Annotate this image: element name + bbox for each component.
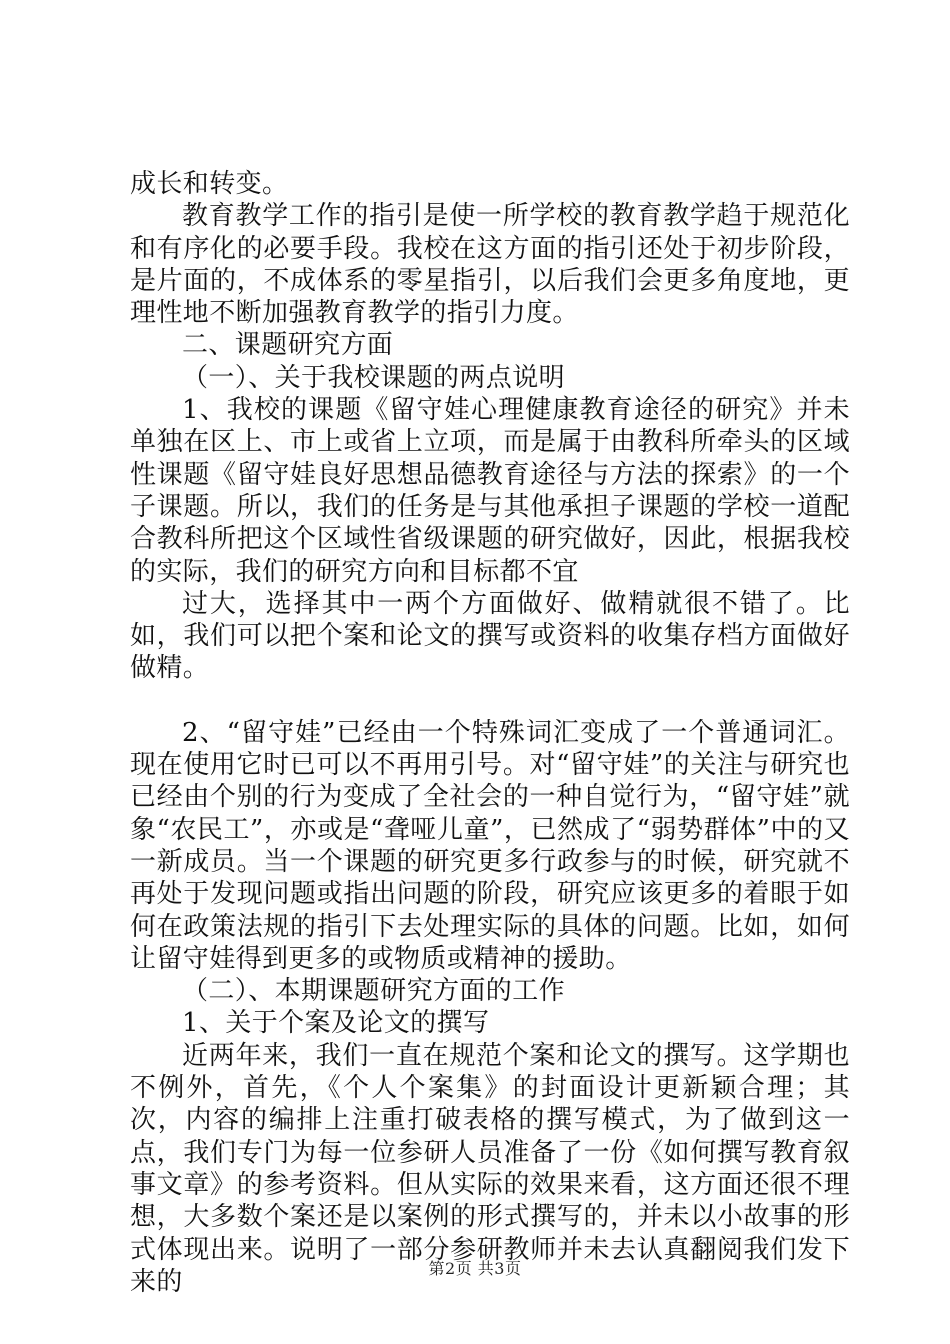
paragraph-point-one: 1、我校的课题《留守娃心理健康教育途径的研究》并未单独在区上、市上或省上立项，而是属于由教科所牵头的区域性课题《留守娃良好思想品德教育途径与方法的探索》的一个子课题。所以，我们的任务是与其他承担子课题的学校一道配合教科所把这个区域性省级课题的研究做好，因此，根据我校的实际，我们的研究方向和目标都不宜 <box>130 395 850 587</box>
paragraph-point-two: 2、“留守娃”已经由一个特殊词汇变成了一个普通词汇。现在使用它时已可以不再用引号。对“留守娃”的关注与研究也已经由个别的行为变成了全社会的一种自觉行为，“留守娃”就象“农民工”，亦或是“聋哑儿童”，已然成了“弱势群体”中的又一新成员。当一个课题的研究更多行政参与的时候，研究就不再处于发现问题或指出问题的阶段，研究应该更多的着眼于如何在政策法规的指引下去处理实际的具体的问题。比如，如何让留守娃得到更多的或物质或精神的援助。 <box>130 717 850 974</box>
paragraph-continuation: 成长和转变。 <box>130 169 289 199</box>
paragraph-guidance: 教育教学工作的指引是使一所学校的教育教学趋于规范化和有序化的必要手段。我校在这方面的指引还处于初步阶段，是片面的，不成体系的零星指引，以后我们会更多角度地，更理性地不断加强教育教学的指引力度。 <box>130 201 850 329</box>
section-heading-research: 二、课题研究方面 <box>182 330 394 361</box>
paragraph-point-one-continued: 过大，选择其中一两个方面做好、做精就很不错了。比如，我们可以把个案和论文的撰写或资料的收集存档方面做好做精。 <box>130 588 850 684</box>
subsection-heading-one: （一）、关于我校课题的两点说明 <box>182 362 566 393</box>
page-footer: 第2页 共3页 <box>428 1259 522 1278</box>
document-body <box>130 168 850 1298</box>
subsection-heading-two: （二）、本期课题研究方面的工作 <box>182 976 566 1007</box>
paragraph-case-writing: 近两年来，我们一直在规范个案和论文的撰写。这学期也不例外，首先，《个人个案集》的封面设计更新颖合理；其次，内容的编排上注重打破表格的撰写模式，为了做到这一点，我们专门为每一位参研人员准备了一份《如何撰写教育叙事文章》的参考资料。但从实际的效果来看，这方面还很不理想，大多数个案还是以案例的形式撰写的，并未以小故事的形式体现出来。说明了一部分参研教师并未去认真翻阅我们发下来的 <box>130 1040 850 1297</box>
paragraph-gap <box>130 685 850 717</box>
item-heading-case-writing: 1、关于个案及论文的撰写 <box>182 1008 490 1039</box>
